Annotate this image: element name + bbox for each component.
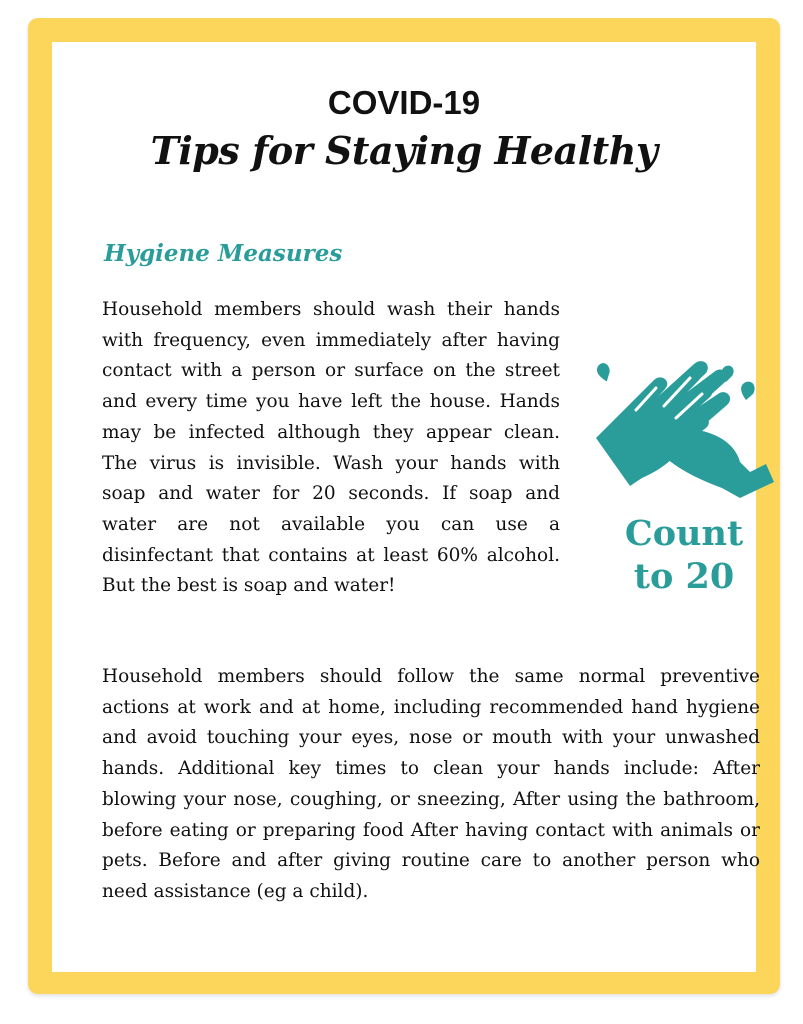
count-to-20-callout [586, 512, 782, 598]
poster-subtitle: Tips for Staying Healthy [150, 128, 658, 173]
callout-line-2: to 20 [633, 556, 735, 597]
callout-line-1: Count [624, 513, 744, 554]
poster-sheet [52, 42, 760, 972]
poster-title: COVID-19 [327, 84, 481, 121]
poster-frame [28, 18, 780, 994]
hygiene-paragraph: Household members should wash their hands with frequency, even immediately after having contact with a person or surface on the street and every time you have left the house. Hands may be infected although they appear clean. The virus is invisible. Wash your hands with soap and water for 20 seconds. If soap and water are not available you can use a disinfectant that contains at least 60% alcohol. But the best is soap and water! [102, 299, 560, 597]
preventive-actions-paragraph: Household members should follow the same normal preventive actions at work and at home, including recommended hand hygiene and avoid touching your eyes, nose or mouth with your unwashed hands. Additional key times to clean your hands include: After blowing your nose, coughing, or sneezing, After using the bathroom, before eating or preparing food After having contact with animals or pets. Before and after giving routine care to another person who need assistance (eg a child). [102, 666, 760, 902]
section-heading: Hygiene Measures [104, 240, 343, 267]
hand-washing-icon [590, 330, 774, 500]
